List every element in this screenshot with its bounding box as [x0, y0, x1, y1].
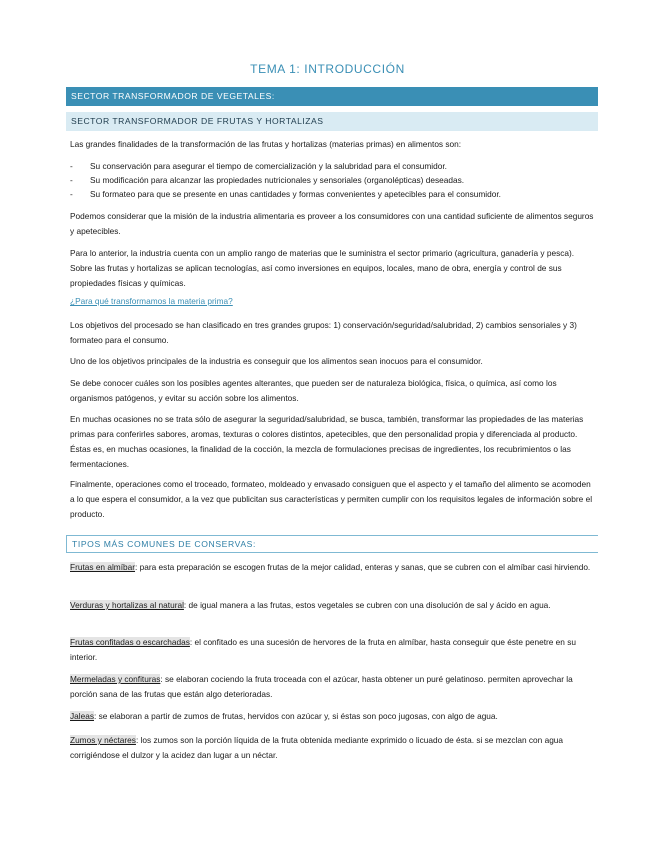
question-link[interactable]: ¿Para qué transformamos la materia prima? — [70, 296, 233, 306]
conserva-term: Verduras y hortalizas al natural — [70, 600, 184, 610]
section-heading-conservas: TIPOS MÁS COMUNES DE CONSERVAS: — [66, 535, 598, 553]
conserva-desc: : de igual manera a las frutas, estos vegetales se cubren con una disolución de sal y ácido en agua. — [183, 600, 551, 610]
section-heading-vegetales: SECTOR TRANSFORMADOR DE VEGETALES: — [66, 87, 598, 106]
bullet-dash: - — [70, 175, 73, 185]
conserva-desc: : el confitado es una sucesión de hervores de la fruta en almíbar, hasta conseguir que éste penetre en su interior. — [70, 637, 576, 662]
conserva-term: Mermeladas y confituras — [70, 674, 161, 684]
conserva-item — [70, 635, 596, 665]
paragraph-propiedades: En muchas ocasiones no se trata sólo de asegurar la seguridad/salubridad, se busca, también, transformar las propiedades de las materias primas para conferirles sabores, aromas, texturas o colores distintos, apetecibles, que den personalidad propia y diferenciada al producto. Éstas es, en muchas ocasiones, la finalidad de la cocción, la mezcla de formulaciones precisas de ingredientes, los recubrimientos o las fermentaciones. — [70, 414, 584, 469]
conserva-item — [70, 560, 596, 575]
paragraph-agentes: Se debe conocer cuáles son los posibles agentes alterantes, que pueden ser de naturaleza biológica, física, o química, así como los organismos patógenos, y evitar su acción sobre los alimentos. — [70, 378, 557, 403]
conserva-item — [70, 733, 596, 763]
conserva-desc: : se elaboran a partir de zumos de frutas, hervidos con azúcar y, si éstas son poco jugosas, con algo de agua. — [93, 711, 498, 721]
paragraph-objetivos: Los objetivos del procesado se han clasificado en tres grandes grupos: 1) conservación/seguridad/salubridad, 2) cambios sensoriales y 3) formateo para el consumo. — [70, 320, 577, 345]
bullet-dash: - — [70, 161, 73, 171]
intro-paragraph: Las grandes finalidades de la transformación de las frutas y hortalizas (materias primas) en alimentos son: — [70, 139, 462, 149]
list-item-text: Su modificación para alcanzar las propiedades nutricionales y sensoriales (organolépticas) deseadas. — [90, 175, 465, 185]
conserva-item — [70, 598, 596, 613]
section-heading-frutas-hortalizas: SECTOR TRANSFORMADOR DE FRUTAS Y HORTALIZAS — [66, 112, 598, 131]
conserva-item — [70, 672, 596, 702]
conserva-term: Frutas confitadas o escarchadas — [70, 637, 190, 647]
conserva-desc: : se elaboran cociendo la fruta troceada con el azúcar, hasta obtener un puré gelatinoso. permiten aprovechar la porción sana de las frutas que están algo deterioradas. — [70, 674, 573, 699]
paragraph-inocuos: Uno de los objetivos principales de la industria es conseguir que los alimentos sean inocuos para el consumidor. — [70, 356, 483, 366]
list-item-text: Su conservación para asegurar el tiempo de comercialización y la salubridad para el consumidor. — [90, 161, 447, 171]
conserva-term: Zumos y néctares — [70, 735, 136, 745]
list-item-text: Su formateo para que se presente en unas cantidades y formas convenientes y apetecibles para el consumidor. — [90, 189, 501, 199]
conserva-item — [70, 709, 596, 724]
conserva-desc: : los zumos son la porción líquida de la fruta obtenida mediante exprimido o licuado de ésta. si se mezclan con agua corrigiéndose el dulzor y la acidez dan lugar a un néctar. — [70, 735, 564, 760]
page-title: TEMA 1: INTRODUCCIÓN — [250, 62, 405, 76]
paragraph-mision: Podemos considerar que la misión de la industria alimentaria es proveer a los consumidores con una cantidad suficiente de alimentos seguros y apetecibles. — [70, 211, 594, 236]
conserva-desc: : para esta preparación se escogen frutas de la mejor calidad, enteras y sanas, que se cubren con el almíbar casi hirviendo. — [135, 562, 591, 572]
bullet-dash: - — [70, 189, 73, 199]
conserva-term: Frutas en almíbar — [70, 562, 136, 572]
paragraph-operaciones: Finalmente, operaciones como el troceado, formateo, moldeado y envasado consiguen que el aspecto y el tamaño del alimento se acomoden a lo que espera el consumidor, a la vez que publicitan sus características y permiten cumplir con los requisitos legales de información sobre el producto. — [70, 479, 593, 519]
conserva-term: Jaleas — [70, 711, 94, 721]
paragraph-materias: Para lo anterior, la industria cuenta con un amplio rango de materias que le suministra el sector primario (agricultura, ganadería y pesca). Sobre las frutas y hortalizas se aplican tecnologías, así como inversiones en equipos, locales, mano de obra, energía y control de sus propiedades físicas y químicas. — [70, 248, 575, 288]
